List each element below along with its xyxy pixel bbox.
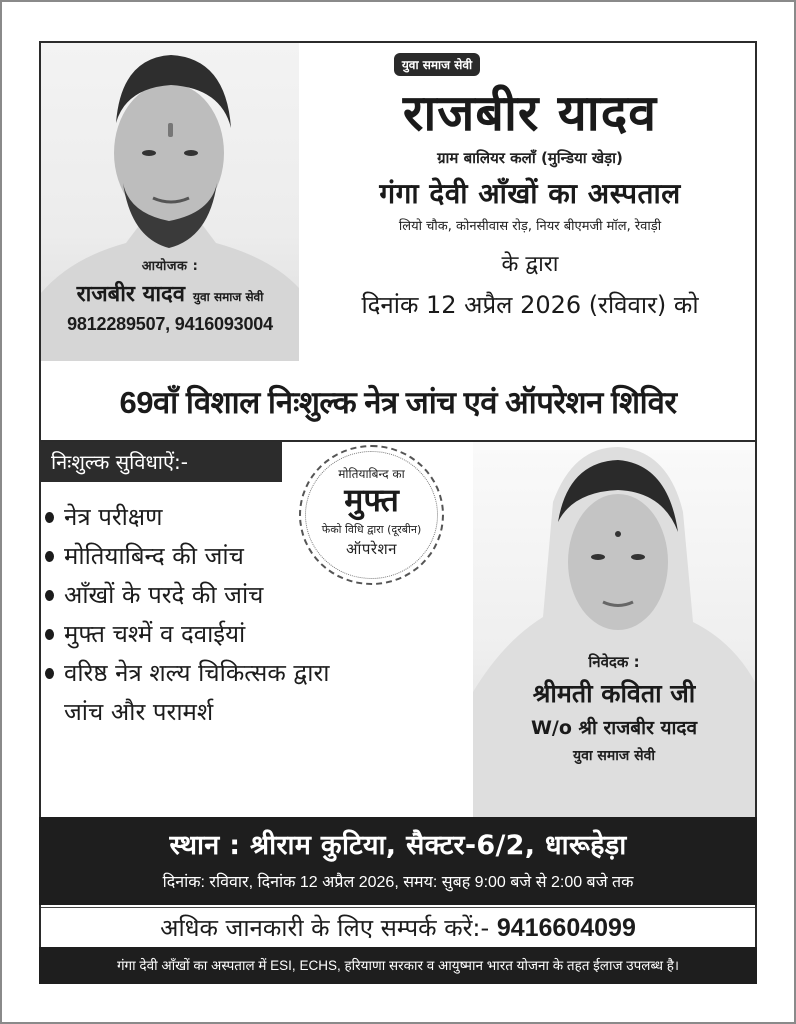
- seal-line-3: फेको विधि द्वारा (दूरबीन): [321, 523, 422, 536]
- organizer-block: [41, 256, 299, 335]
- facility-item: मोतियाबिन्द की जांच: [41, 537, 461, 576]
- seal-line-1: मोतियाबिन्द का: [338, 467, 405, 481]
- organizer-name: राजबीर यादव: [76, 282, 185, 307]
- facility-item: आँखों के परदे की जांच: [41, 576, 461, 615]
- appellant-role: युवा समाज सेवी: [572, 748, 655, 764]
- poster-frame: [39, 41, 757, 984]
- camp-title: 69वाँ विशाल निःशुल्क नेत्र जांच एवं ऑपरेशन शिविर: [119, 385, 677, 420]
- organizer-role: युवा समाज सेवी: [193, 290, 264, 304]
- bullet-icon: [45, 668, 54, 679]
- appellant-name: श्रीमती कविता जी: [532, 679, 696, 708]
- organizer-photo: [41, 43, 299, 361]
- contact-phone: 9416604099: [496, 914, 636, 942]
- footer-note: गंगा देवी आँखों का अस्पताल में ESI, ECHS, हरियाणा सरकार व आयुष्मान भारत योजना के तहत ईलाज उपलब्ध है।: [39, 947, 757, 984]
- contact-bar: [41, 907, 755, 947]
- bullet-icon: [45, 590, 54, 601]
- facility-item: नेत्र परीक्षण: [41, 498, 461, 537]
- event-date-line: दिनांक 12 अप्रैल 2026 (रविवार) को: [361, 291, 699, 319]
- contact-text: अधिक जानकारी के लिए सम्पर्क करें:-: [160, 914, 497, 942]
- bullet-icon: [45, 551, 54, 562]
- appellant-relation: W/o श्री राजबीर यादव: [530, 717, 698, 739]
- facility-item: मुफ्त चश्में व दवाईयां: [41, 615, 461, 654]
- free-operation-seal: [299, 445, 444, 585]
- main-title: राजबीर यादव: [402, 84, 658, 142]
- bullet-icon: [45, 629, 54, 640]
- header-block: [303, 43, 757, 365]
- venue-timing: दिनांक: रविवार, दिनांक 12 अप्रैल 2026, समय: सुबह 9:00 बजे से 2:00 बजे तक: [162, 874, 634, 891]
- facilities-heading: निःशुल्क सुविधाऐं:-: [39, 442, 282, 482]
- appellant-photo: [473, 442, 755, 817]
- hospital-address: लियो चौक, कोनसीवास रोड़, नियर बीएमजी मॉल, रेवाड़ी: [398, 219, 662, 234]
- organizer-phones: 9812289507, 9416093004: [67, 314, 273, 334]
- seal-line-2: मुफ्त: [344, 481, 399, 519]
- facility-item: वरिष्ठ नेत्र शल्य चिकित्सक द्वारा: [41, 654, 461, 693]
- bullet-icon: [45, 512, 54, 523]
- venue-bar: [39, 817, 757, 905]
- seal-ring: [305, 451, 438, 579]
- village-name: ग्राम बालियर कलाँ (मुन्डिया खेड़ा): [437, 149, 623, 167]
- seal-line-4: ऑपरेशन: [345, 540, 398, 558]
- venue-location: स्थान : श्रीराम कुटिया, सैक्टर-6/2, धारूहेड़ा: [169, 830, 627, 861]
- facility-item-continuation: जांच और परामर्श: [64, 698, 214, 726]
- appellant-label: निवेदक :: [588, 653, 640, 671]
- through-text: के द्वारा: [501, 252, 559, 277]
- appeal-block: [473, 652, 755, 765]
- hospital-name: गंगा देवी आँखों का अस्पताल: [379, 177, 681, 210]
- organizer-label: आयोजक :: [141, 259, 199, 274]
- social-worker-badge: युवा समाज सेवी: [394, 53, 480, 76]
